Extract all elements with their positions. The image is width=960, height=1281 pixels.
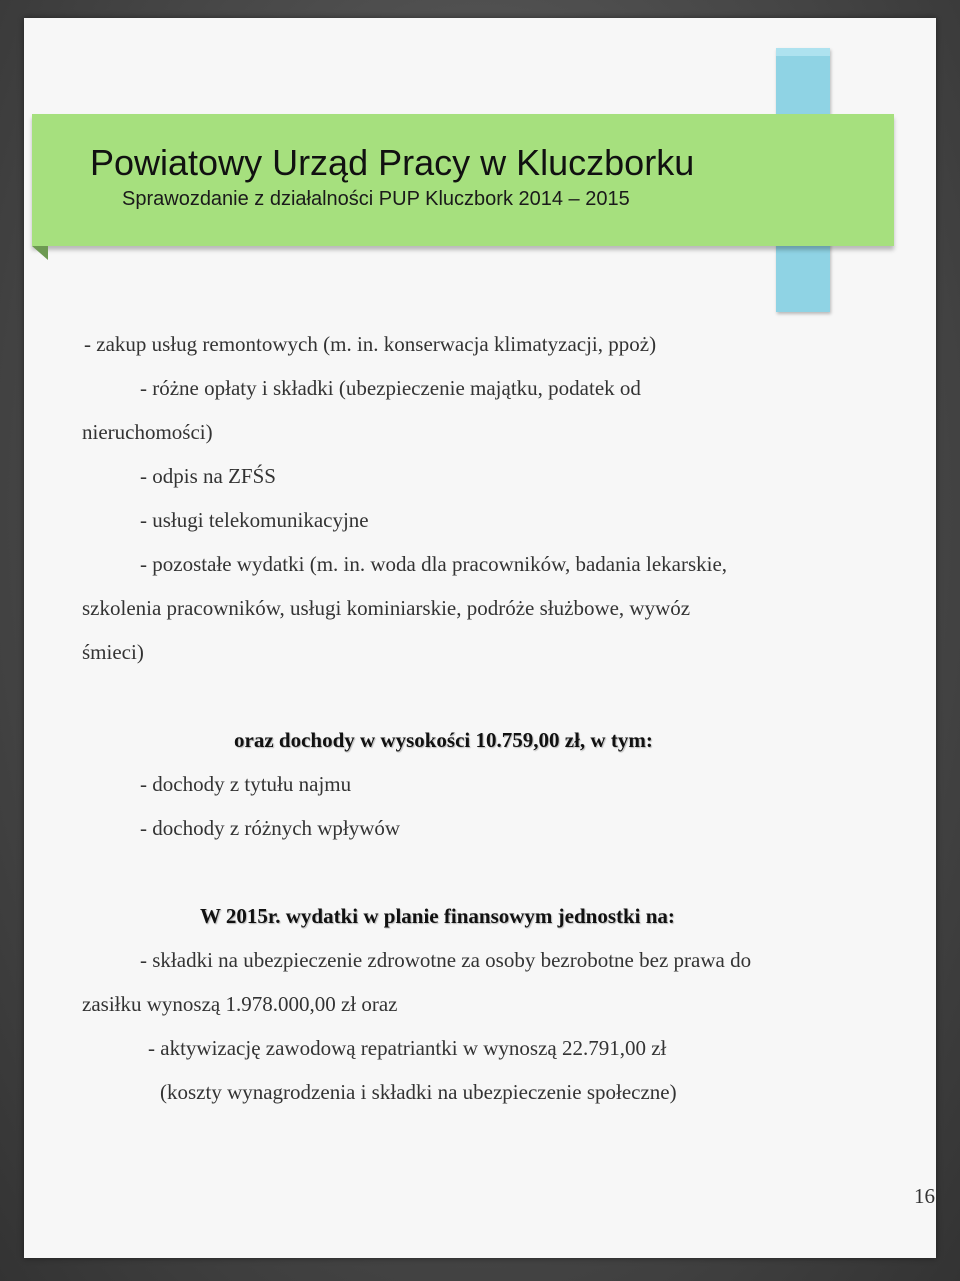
- header-band-fold: [32, 246, 48, 260]
- expense-line: - pozostałe wydatki (m. in. woda dla pracowników, badania lekarskie,: [140, 552, 728, 576]
- page-number: 16: [914, 1184, 935, 1208]
- income-item: - dochody z tytułu najmu: [140, 772, 352, 796]
- expense-line: śmieci): [82, 640, 144, 664]
- plan-2015-item: (koszty wynagrodzenia i składki na ubezpieczenie społeczne): [160, 1080, 677, 1104]
- plan-2015-item: - składki na ubezpieczenie zdrowotne za osoby bezrobotne bez prawa do: [140, 948, 752, 972]
- expense-line: - odpis na ZFŚS: [140, 464, 276, 488]
- document-page: [24, 18, 936, 1258]
- page-subtitle: Sprawozdanie z działalności PUP Kluczbork 2014 – 2015: [122, 188, 630, 210]
- plan-2015-item: zasiłku wynoszą 1.978.000,00 zł oraz: [82, 992, 398, 1016]
- expense-line: - różne opłaty i składki (ubezpieczenie majątku, podatek od: [140, 376, 641, 400]
- page-title: Powiatowy Urząd Pracy w Kluczborku: [90, 142, 695, 183]
- income-item: - dochody z różnych wpływów: [140, 816, 401, 840]
- plan-2015-heading: W 2015r. wydatki w planie finansowym jednostki na:: [200, 904, 675, 928]
- plan-2015-item: - aktywizację zawodową repatriantki w wynoszą 22.791,00 zł: [148, 1036, 667, 1060]
- expense-line: - usługi telekomunikacyjne: [140, 508, 369, 532]
- expense-line: nieruchomości): [82, 420, 213, 444]
- expense-line: szkolenia pracowników, usługi kominiarskie, podróże służbowe, wywóz: [82, 596, 691, 620]
- income-heading: oraz dochody w wysokości 10.759,00 zł, w tym:: [234, 728, 653, 752]
- expense-line: - zakup usług remontowych (m. in. konserwacja klimatyzacji, ppoż): [84, 332, 657, 356]
